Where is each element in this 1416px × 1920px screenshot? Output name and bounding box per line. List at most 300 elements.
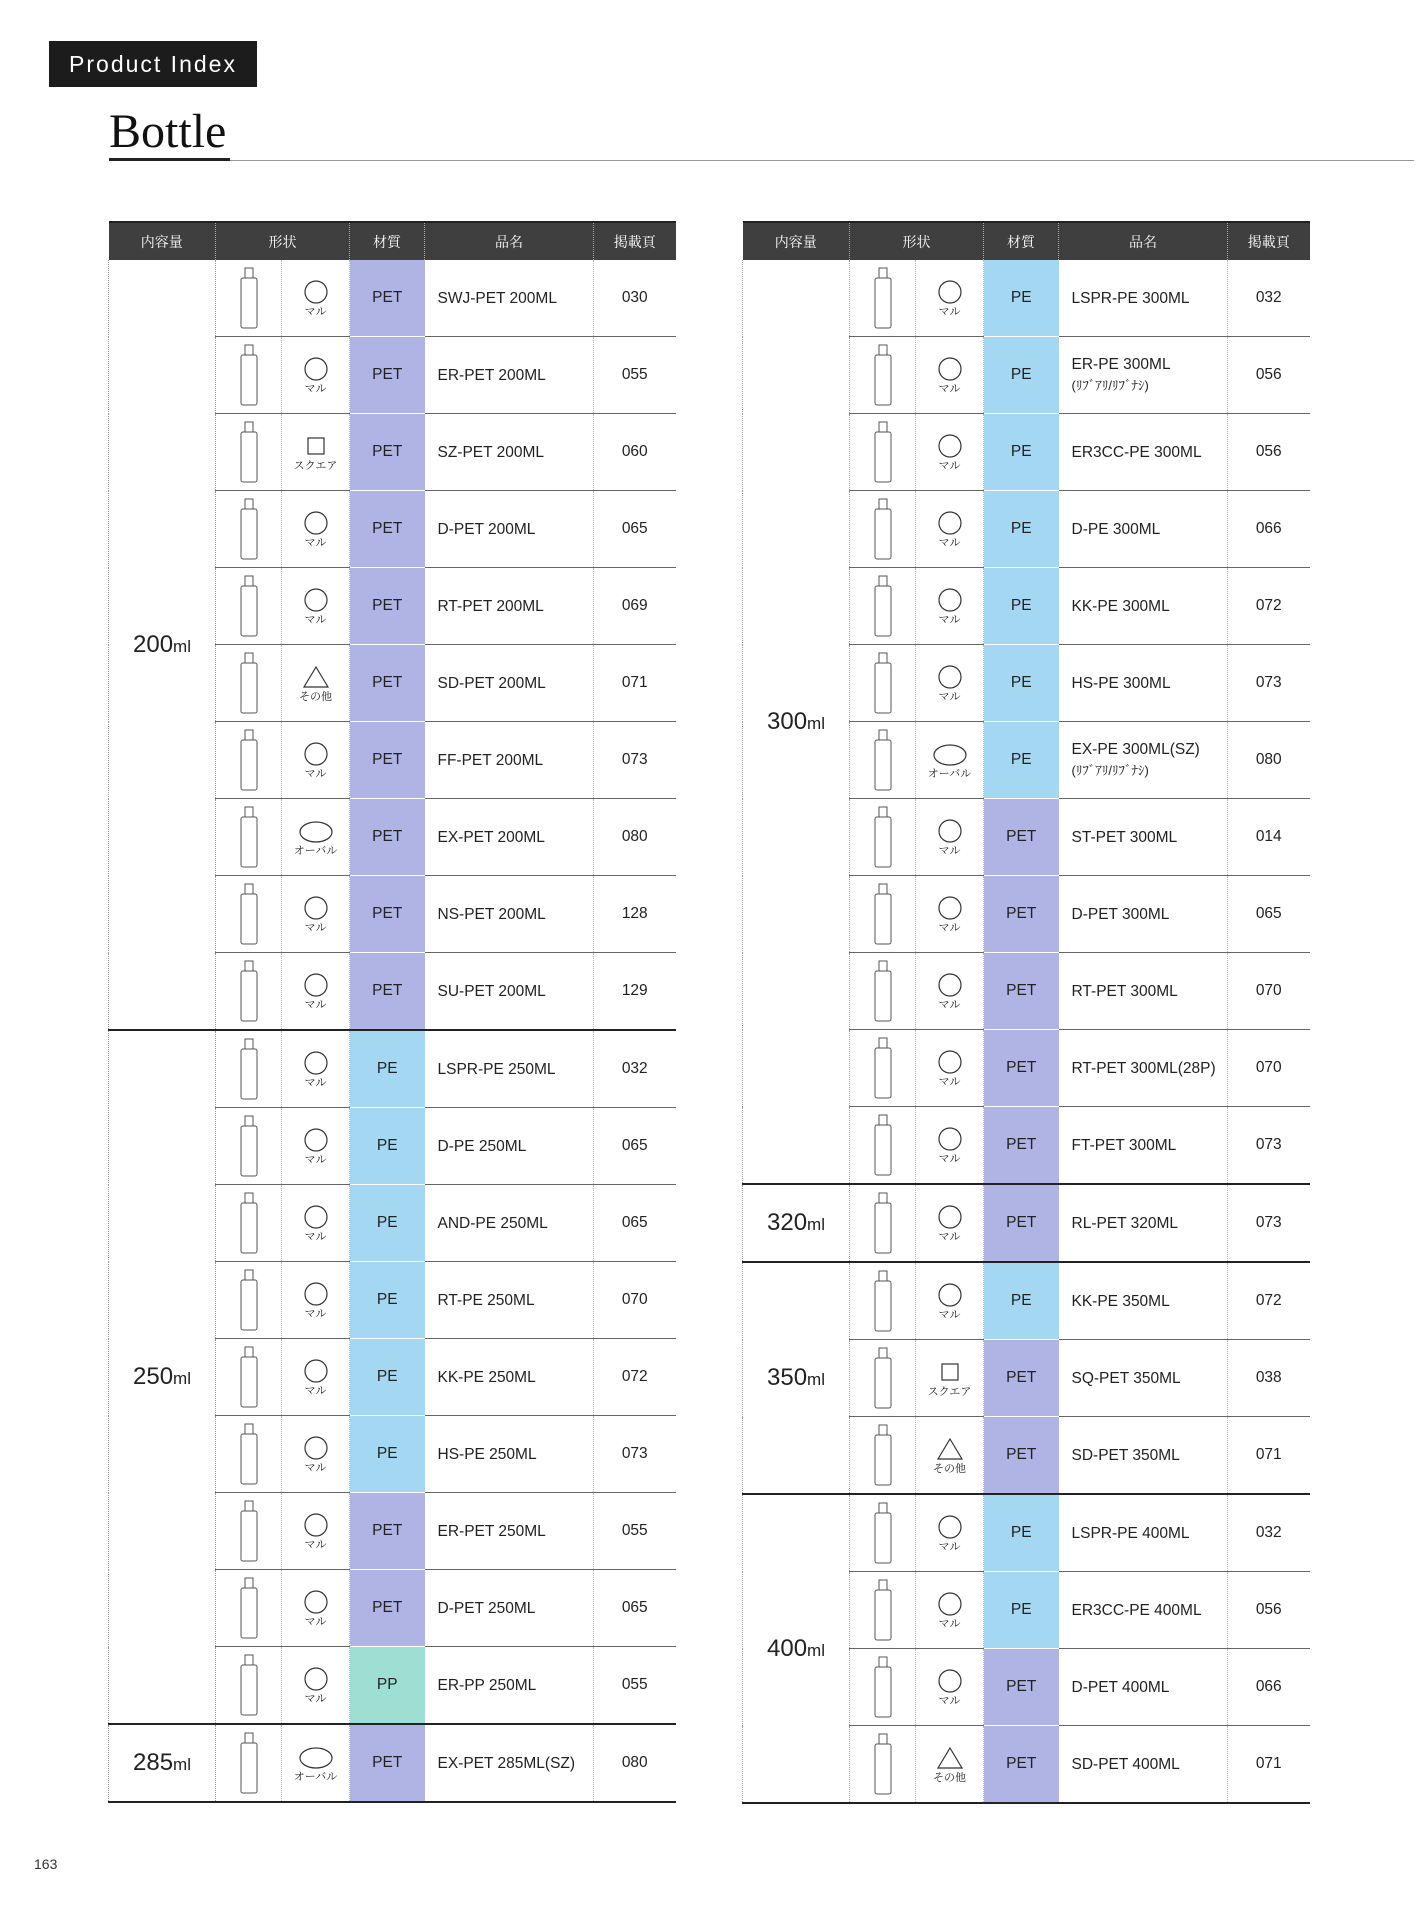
bottle-image-cell bbox=[216, 414, 282, 491]
table-row bbox=[743, 1184, 1310, 1262]
product-name-cell bbox=[425, 1185, 594, 1262]
circle-shape-icon bbox=[916, 587, 983, 613]
page-cell: 060 bbox=[594, 414, 676, 491]
product-name-cell bbox=[1059, 1262, 1228, 1340]
product-name: EX-PET 200ML bbox=[437, 828, 545, 846]
circle-shape-icon bbox=[282, 1281, 349, 1307]
shape-label: マル bbox=[938, 1230, 961, 1243]
material-cell: PET bbox=[350, 722, 425, 799]
page-cell: 073 bbox=[1228, 1107, 1310, 1185]
volume-cell bbox=[109, 1030, 216, 1724]
product-name-cell bbox=[1059, 1572, 1228, 1649]
bottle-image-cell bbox=[216, 1030, 282, 1108]
bottle-icon bbox=[850, 727, 915, 793]
product-name: D-PET 300ML bbox=[1071, 905, 1170, 923]
circle-shape-icon bbox=[916, 664, 983, 690]
bottle-image-cell bbox=[216, 876, 282, 953]
circle-shape-icon bbox=[916, 818, 983, 844]
circle-shape-icon bbox=[282, 1204, 349, 1230]
shape-cell bbox=[916, 1184, 984, 1262]
bottle-icon bbox=[850, 1268, 915, 1334]
product-name: ST-PET 300ML bbox=[1071, 828, 1178, 846]
page-cell: 069 bbox=[594, 568, 676, 645]
material-cell: PET bbox=[984, 1417, 1059, 1495]
volume-cell bbox=[743, 260, 850, 1184]
bottle-icon bbox=[216, 804, 281, 870]
page-cell: 080 bbox=[1228, 722, 1310, 799]
product-name: LSPR-PE 250ML bbox=[437, 1060, 556, 1078]
volume-unit: ml bbox=[807, 1215, 825, 1234]
material-cell: PET bbox=[350, 1570, 425, 1647]
material-cell: PE bbox=[350, 1030, 425, 1108]
volume-unit: ml bbox=[173, 636, 191, 656]
circle-shape-icon bbox=[916, 1514, 983, 1540]
shape-cell bbox=[916, 568, 984, 645]
shape-cell bbox=[282, 260, 350, 337]
table-row bbox=[743, 1262, 1310, 1340]
page-cell: 070 bbox=[1228, 1030, 1310, 1107]
bottle-icon bbox=[216, 958, 281, 1024]
page-cell: 032 bbox=[1228, 260, 1310, 337]
bottle-image-cell bbox=[216, 1339, 282, 1416]
material-cell: PE bbox=[984, 337, 1059, 414]
material-cell: PET bbox=[350, 337, 425, 414]
product-name-cell bbox=[1059, 645, 1228, 722]
shape-cell bbox=[916, 799, 984, 876]
volume-value: 320 bbox=[767, 1209, 808, 1236]
material-cell: PE bbox=[350, 1108, 425, 1185]
page-title: Bottle bbox=[109, 105, 227, 158]
shape-label: その他 bbox=[933, 1462, 966, 1475]
shape-label: マル bbox=[938, 382, 961, 395]
circle-shape-icon bbox=[282, 356, 349, 382]
shape-cell bbox=[916, 491, 984, 568]
shape-label: マル bbox=[304, 1461, 327, 1474]
page-cell: 066 bbox=[1228, 1649, 1310, 1726]
shape-cell bbox=[916, 1572, 984, 1649]
bottle-icon bbox=[216, 1113, 281, 1179]
bottle-icon bbox=[216, 1652, 281, 1718]
shape-label: マル bbox=[304, 613, 327, 626]
volume-unit: ml bbox=[807, 1640, 825, 1660]
bottle-icon bbox=[216, 573, 281, 639]
page-cell: 038 bbox=[1228, 1340, 1310, 1417]
shape-cell bbox=[916, 1030, 984, 1107]
shape-cell bbox=[282, 722, 350, 799]
volume-value: 350 bbox=[767, 1364, 808, 1391]
bottle-image-cell bbox=[216, 722, 282, 799]
material-cell: PE bbox=[984, 568, 1059, 645]
circle-shape-icon bbox=[916, 510, 983, 536]
triangle-shape-icon bbox=[916, 1745, 983, 1771]
product-name-cell bbox=[425, 1570, 594, 1647]
header-volume: 内容量 bbox=[743, 222, 850, 260]
shape-cell bbox=[282, 568, 350, 645]
header-material: 材質 bbox=[350, 222, 425, 260]
shape-cell bbox=[916, 337, 984, 414]
shape-label: マル bbox=[938, 1617, 961, 1630]
shape-cell bbox=[916, 1262, 984, 1340]
title-underline bbox=[109, 158, 230, 161]
page-cell: 032 bbox=[594, 1030, 676, 1108]
shape-cell bbox=[916, 1107, 984, 1185]
product-name-cell bbox=[1059, 1030, 1228, 1107]
page-cell: 070 bbox=[1228, 953, 1310, 1030]
page-cell: 071 bbox=[1228, 1726, 1310, 1804]
bottle-icon bbox=[850, 1422, 915, 1488]
product-name: D-PET 250ML bbox=[437, 1599, 536, 1617]
material-cell: PE bbox=[984, 1572, 1059, 1649]
circle-shape-icon bbox=[282, 1589, 349, 1615]
page-cell: 072 bbox=[594, 1339, 676, 1416]
volume-value: 200 bbox=[133, 630, 174, 658]
product-name: FF-PET 200ML bbox=[437, 751, 544, 769]
circle-shape-icon bbox=[282, 510, 349, 536]
product-index-tag: Product Index bbox=[49, 41, 257, 87]
shape-cell bbox=[282, 414, 350, 491]
product-name-cell bbox=[1059, 260, 1228, 337]
product-name-cell bbox=[425, 1724, 594, 1802]
product-name: ER-PE 300ML bbox=[1071, 356, 1171, 373]
product-name: RT-PET 200ML bbox=[437, 597, 544, 615]
product-name-cell bbox=[1059, 1726, 1228, 1804]
shape-label: マル bbox=[304, 305, 327, 318]
page-number: 163 bbox=[34, 1856, 58, 1872]
oval-shape-icon bbox=[282, 818, 349, 844]
product-name-cell bbox=[1059, 1184, 1228, 1262]
volume-value: 400 bbox=[767, 1634, 808, 1662]
product-name-cell bbox=[425, 722, 594, 799]
material-cell: PE bbox=[984, 722, 1059, 799]
material-cell: PET bbox=[984, 799, 1059, 876]
bottle-image-cell bbox=[216, 1570, 282, 1647]
product-name: SQ-PET 350ML bbox=[1071, 1369, 1181, 1387]
circle-shape-icon bbox=[282, 1127, 349, 1153]
shape-label: マル bbox=[938, 1308, 961, 1321]
material-cell: PET bbox=[350, 953, 425, 1031]
product-name: ER3CC-PE 300ML bbox=[1071, 443, 1202, 461]
shape-cell bbox=[916, 722, 984, 799]
bottle-image-cell bbox=[850, 645, 916, 722]
volume-cell bbox=[109, 1724, 216, 1802]
volume-cell bbox=[743, 1262, 850, 1494]
shape-cell bbox=[282, 337, 350, 414]
bottle-icon bbox=[850, 881, 915, 947]
shape-label: オーバル bbox=[293, 1770, 338, 1783]
shape-cell bbox=[282, 799, 350, 876]
circle-shape-icon bbox=[282, 741, 349, 767]
bottle-icon bbox=[216, 342, 281, 408]
page-cell: 065 bbox=[1228, 876, 1310, 953]
shape-label: マル bbox=[304, 1230, 327, 1243]
bottle-image-cell bbox=[850, 1184, 916, 1262]
shape-label: マル bbox=[938, 459, 961, 472]
bottle-icon bbox=[216, 1421, 281, 1487]
bottle-image-cell bbox=[850, 1494, 916, 1572]
page-cell: 056 bbox=[1228, 414, 1310, 491]
shape-label: マル bbox=[304, 1538, 327, 1551]
bottle-image-cell bbox=[216, 645, 282, 722]
material-cell: PET bbox=[350, 645, 425, 722]
volume-unit: ml bbox=[807, 713, 825, 733]
bottle-icon bbox=[216, 419, 281, 485]
page-cell: 073 bbox=[1228, 1184, 1310, 1262]
material-cell: PP bbox=[350, 1647, 425, 1725]
material-cell: PET bbox=[984, 953, 1059, 1030]
product-name-cell bbox=[1059, 491, 1228, 568]
material-cell: PET bbox=[350, 260, 425, 337]
shape-cell bbox=[282, 1570, 350, 1647]
bottle-icon bbox=[850, 1500, 915, 1566]
product-name-cell bbox=[1059, 799, 1228, 876]
product-name: AND-PE 250ML bbox=[437, 1214, 548, 1232]
product-name-cell bbox=[1059, 953, 1228, 1030]
product-name-cell bbox=[425, 876, 594, 953]
product-name-cell bbox=[425, 1647, 594, 1725]
product-name-cell bbox=[1059, 1340, 1228, 1417]
product-name: RT-PET 300ML(28P) bbox=[1071, 1059, 1216, 1077]
shape-cell bbox=[916, 1340, 984, 1417]
bottle-table-left bbox=[108, 221, 676, 1803]
shape-cell bbox=[916, 645, 984, 722]
product-name: ER3CC-PE 400ML bbox=[1071, 1601, 1202, 1619]
material-cell: PE bbox=[984, 260, 1059, 337]
shape-cell bbox=[916, 260, 984, 337]
product-name: FT-PET 300ML bbox=[1071, 1136, 1177, 1154]
product-name-cell bbox=[425, 491, 594, 568]
product-name-cell bbox=[1059, 1107, 1228, 1185]
shape-cell bbox=[282, 1185, 350, 1262]
bottle-image-cell bbox=[216, 1724, 282, 1802]
shape-label: マル bbox=[938, 305, 961, 318]
volume-cell bbox=[743, 1184, 850, 1262]
shape-label: マル bbox=[304, 767, 327, 780]
bottle-icon bbox=[216, 1267, 281, 1333]
product-name-cell bbox=[425, 568, 594, 645]
shape-cell bbox=[916, 1726, 984, 1804]
volume-cell bbox=[743, 1494, 850, 1803]
material-cell: PE bbox=[984, 1262, 1059, 1340]
product-name-note: (ﾘﾌﾞｱﾘ/ﾘﾌﾞﾅｼ) bbox=[1071, 378, 1149, 393]
bottle-icon bbox=[850, 650, 915, 716]
volume-value: 250 bbox=[133, 1363, 174, 1390]
page-cell: 065 bbox=[594, 1108, 676, 1185]
page-cell: 056 bbox=[1228, 337, 1310, 414]
bottle-icon bbox=[850, 265, 915, 331]
table-row bbox=[109, 260, 676, 337]
bottle-icon bbox=[216, 496, 281, 562]
material-cell: PET bbox=[984, 1184, 1059, 1262]
bottle-icon bbox=[850, 1345, 915, 1411]
bottle-image-cell bbox=[216, 260, 282, 337]
page-cell: 065 bbox=[594, 1570, 676, 1647]
bottle-icon bbox=[216, 1730, 281, 1796]
shape-label: スクエア bbox=[293, 459, 338, 472]
product-name-cell bbox=[425, 1108, 594, 1185]
bottle-icon bbox=[216, 727, 281, 793]
page-cell: 128 bbox=[594, 876, 676, 953]
product-name: ER-PET 250ML bbox=[437, 1522, 546, 1540]
bottle-image-cell bbox=[850, 799, 916, 876]
product-name: D-PET 400ML bbox=[1071, 1678, 1170, 1696]
circle-shape-icon bbox=[282, 1666, 349, 1692]
bottle-icon bbox=[216, 1498, 281, 1564]
shape-label: スクエア bbox=[927, 1385, 972, 1398]
bottle-icon bbox=[850, 342, 915, 408]
shape-label: その他 bbox=[933, 1771, 966, 1784]
circle-shape-icon bbox=[916, 1668, 983, 1694]
shape-cell bbox=[916, 1649, 984, 1726]
shape-cell bbox=[282, 1030, 350, 1108]
product-name-cell bbox=[425, 1339, 594, 1416]
shape-cell bbox=[916, 953, 984, 1030]
product-name-cell bbox=[1059, 414, 1228, 491]
circle-shape-icon bbox=[916, 1591, 983, 1617]
table-row bbox=[109, 1724, 676, 1802]
bottle-icon bbox=[216, 1344, 281, 1410]
circle-shape-icon bbox=[282, 895, 349, 921]
material-cell: PET bbox=[350, 876, 425, 953]
bottle-icon bbox=[850, 1577, 915, 1643]
product-name-cell bbox=[425, 1493, 594, 1570]
shape-label: マル bbox=[304, 1076, 327, 1089]
bottle-image-cell bbox=[850, 414, 916, 491]
page-cell: 030 bbox=[594, 260, 676, 337]
shape-cell bbox=[916, 876, 984, 953]
bottle-image-cell bbox=[850, 1417, 916, 1495]
shape-label: マル bbox=[304, 921, 327, 934]
shape-cell bbox=[916, 1417, 984, 1495]
header-material: 材質 bbox=[984, 222, 1059, 260]
shape-cell bbox=[282, 1724, 350, 1802]
shape-cell bbox=[282, 1339, 350, 1416]
product-name-cell bbox=[1059, 568, 1228, 645]
product-name: SZ-PET 200ML bbox=[437, 443, 545, 461]
shape-label: マル bbox=[938, 998, 961, 1011]
bottle-image-cell bbox=[850, 1262, 916, 1340]
header-shape: 形状 bbox=[850, 222, 984, 260]
material-cell: PET bbox=[350, 568, 425, 645]
bottle-icon bbox=[850, 573, 915, 639]
shape-label: マル bbox=[938, 1694, 961, 1707]
bottle-image-cell bbox=[216, 1185, 282, 1262]
shape-label: マル bbox=[938, 921, 961, 934]
circle-shape-icon bbox=[916, 972, 983, 998]
material-cell: PE bbox=[984, 645, 1059, 722]
material-cell: PET bbox=[984, 1649, 1059, 1726]
bottle-image-cell bbox=[850, 1572, 916, 1649]
bottle-image-cell bbox=[850, 1649, 916, 1726]
product-name: ER-PP 250ML bbox=[437, 1676, 537, 1694]
product-name: LSPR-PE 300ML bbox=[1071, 289, 1190, 307]
material-cell: PE bbox=[350, 1185, 425, 1262]
shape-label: マル bbox=[304, 1307, 327, 1320]
page-cell: 032 bbox=[1228, 1494, 1310, 1572]
shape-label: マル bbox=[938, 613, 961, 626]
bottle-image-cell bbox=[216, 337, 282, 414]
circle-shape-icon bbox=[916, 1282, 983, 1308]
page-cell: 014 bbox=[1228, 799, 1310, 876]
volume-unit: ml bbox=[807, 1370, 825, 1389]
product-name-cell bbox=[425, 414, 594, 491]
page-cell: 080 bbox=[594, 1724, 676, 1802]
shape-label: マル bbox=[938, 1152, 961, 1165]
shape-label: マル bbox=[938, 536, 961, 549]
shape-cell bbox=[282, 1416, 350, 1493]
volume-value: 300 bbox=[767, 707, 808, 735]
circle-shape-icon bbox=[916, 1126, 983, 1152]
material-cell: PET bbox=[984, 1107, 1059, 1185]
shape-label: マル bbox=[938, 1075, 961, 1088]
title-rule bbox=[230, 160, 1414, 161]
volume-unit: ml bbox=[173, 1369, 191, 1388]
material-cell: PET bbox=[984, 1030, 1059, 1107]
volume-value: 285 bbox=[133, 1749, 174, 1776]
square-shape-icon bbox=[282, 433, 349, 459]
material-cell: PET bbox=[350, 414, 425, 491]
product-name-cell bbox=[425, 799, 594, 876]
shape-cell bbox=[282, 1647, 350, 1725]
shape-label: オーバル bbox=[927, 767, 972, 780]
table-row bbox=[743, 260, 1310, 337]
circle-shape-icon bbox=[282, 279, 349, 305]
header-page: 掲載頁 bbox=[1228, 222, 1310, 260]
page-cell: 073 bbox=[594, 1416, 676, 1493]
bottle-image-cell bbox=[850, 1726, 916, 1804]
shape-cell bbox=[282, 953, 350, 1031]
product-name: EX-PE 300ML(SZ) bbox=[1071, 741, 1200, 758]
bottle-image-cell bbox=[850, 260, 916, 337]
material-cell: PET bbox=[350, 1493, 425, 1570]
bottle-image-cell bbox=[850, 876, 916, 953]
page-cell: 065 bbox=[594, 491, 676, 568]
material-cell: PET bbox=[350, 799, 425, 876]
shape-cell bbox=[282, 1493, 350, 1570]
page-cell: 055 bbox=[594, 1493, 676, 1570]
table-header-row bbox=[109, 222, 676, 260]
bottle-image-cell bbox=[216, 1108, 282, 1185]
page-cell: 066 bbox=[1228, 491, 1310, 568]
material-cell: PE bbox=[984, 414, 1059, 491]
bottle-icon bbox=[850, 419, 915, 485]
shape-cell bbox=[282, 645, 350, 722]
bottle-image-cell bbox=[216, 953, 282, 1031]
product-name-cell bbox=[425, 1416, 594, 1493]
material-cell: PE bbox=[984, 1494, 1059, 1572]
product-name: LSPR-PE 400ML bbox=[1071, 1524, 1190, 1542]
table-row bbox=[743, 1494, 1310, 1572]
page-cell: 073 bbox=[1228, 645, 1310, 722]
product-name: RT-PE 250ML bbox=[437, 1291, 535, 1309]
bottle-table-right bbox=[742, 221, 1310, 1804]
shape-label: マル bbox=[304, 998, 327, 1011]
material-cell: PET bbox=[984, 876, 1059, 953]
material-cell: PE bbox=[350, 1339, 425, 1416]
circle-shape-icon bbox=[916, 433, 983, 459]
bottle-image-cell bbox=[216, 1493, 282, 1570]
header-page: 掲載頁 bbox=[594, 222, 676, 260]
shape-label: マル bbox=[938, 844, 961, 857]
material-cell: PET bbox=[350, 1724, 425, 1802]
product-name-cell bbox=[425, 1030, 594, 1108]
header-shape: 形状 bbox=[216, 222, 350, 260]
circle-shape-icon bbox=[282, 1358, 349, 1384]
shape-label: オーバル bbox=[293, 844, 338, 857]
page-cell: 072 bbox=[1228, 1262, 1310, 1340]
product-name: EX-PET 285ML(SZ) bbox=[437, 1754, 576, 1772]
page-cell: 080 bbox=[594, 799, 676, 876]
table-header-row bbox=[743, 222, 1310, 260]
